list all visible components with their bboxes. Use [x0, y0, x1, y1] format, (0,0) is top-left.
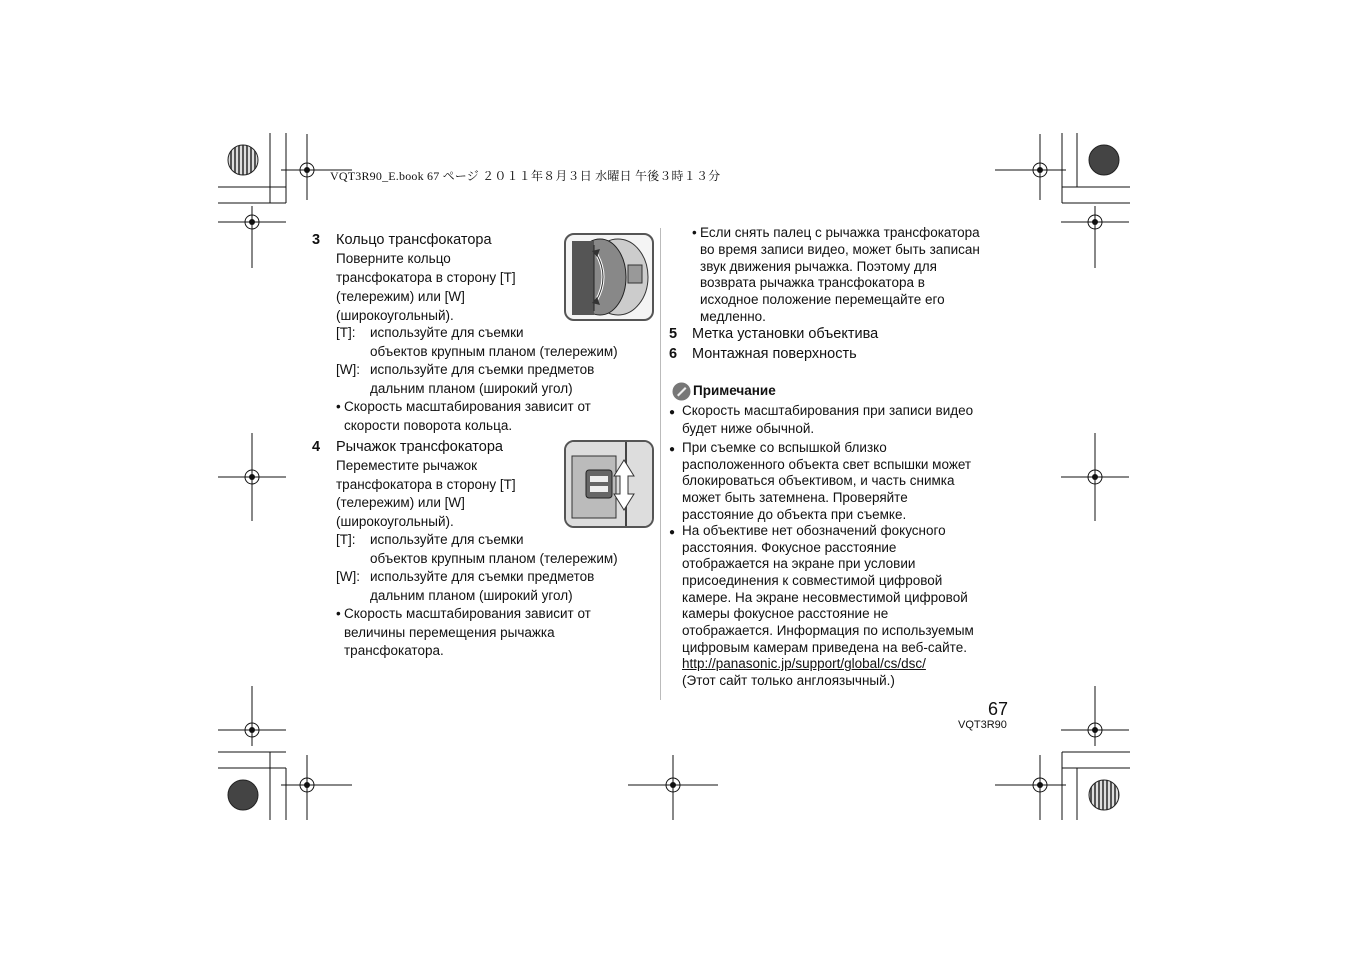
note-text: может быть затемнена. Проверяйте: [682, 490, 908, 505]
note-bullet: ●: [669, 527, 676, 538]
wide-tag: [W]:: [336, 362, 360, 377]
wide-tag: [W]:: [336, 569, 360, 584]
instruction-line: (телережим) или [W]: [336, 495, 465, 510]
page-number: 67: [988, 699, 1009, 719]
note-text: будет ниже обычной.: [682, 421, 815, 436]
bullet-text: Скорость масштабирования зависит от: [344, 399, 591, 414]
note-text: Скорость масштабирования при записи видео: [682, 403, 974, 418]
note-text: расстояния. Фокусное расстояние: [682, 540, 897, 555]
tele-desc: используйте для съемки: [370, 532, 524, 547]
tele-desc: объектов крупным планом (телережим): [370, 344, 618, 359]
support-link[interactable]: http://panasonic.jp/support/global/cs/dsc/: [682, 656, 926, 671]
note-text: камеры фокусное расстояние не: [682, 606, 889, 621]
note-text: расстояние до объекта при съемке.: [682, 507, 907, 522]
tele-tag: [T]:: [336, 532, 356, 547]
note-text: На объективе нет обозначений фокусного: [682, 523, 946, 538]
section-number-3: 3: [312, 232, 321, 248]
tele-tag: [T]:: [336, 325, 356, 340]
instruction-line: (телережим) или [W]: [336, 289, 465, 304]
item-number-6: 6: [669, 346, 678, 362]
note-text: камере. На экране несовместимой цифровой: [682, 590, 968, 605]
bullet-text: Если снять палец с рычажка трансфокатора: [700, 225, 980, 240]
note-bullet: ●: [669, 407, 676, 418]
bullet: •: [336, 399, 341, 414]
instruction-line: (широкоугольный).: [336, 514, 454, 529]
wide-desc: используйте для съемки предметов: [370, 569, 595, 584]
bullet-text: Скорость масштабирования зависит от: [344, 606, 591, 621]
note-text: расположенного объекта свет вспышки может: [682, 457, 972, 472]
bullet-text: исходное положение перемещайте его: [700, 292, 945, 307]
tele-desc: используйте для съемки: [370, 325, 524, 340]
instruction-line: Поверните кольцо: [336, 251, 451, 266]
model-code: VQT3R90: [958, 719, 1007, 731]
note-text: цифровым камерам приведена на веб-сайте.: [682, 640, 967, 655]
zoom-ring-illustration: [564, 233, 654, 321]
instruction-line: трансфокатора в сторону [T]: [336, 270, 516, 285]
section-title-zoom-lever: Рычажок трансфокатора: [336, 439, 503, 455]
section-number-4: 4: [312, 439, 321, 455]
note-title: Примечание: [693, 383, 776, 398]
bullet-text: скорости поворота кольца.: [344, 418, 513, 433]
wide-desc: дальним планом (широкий угол): [370, 381, 573, 396]
note-text: присоединения к совместимой цифровой: [682, 573, 943, 588]
print-header: VQT3R90_E.book 67 ページ ２０１１年８月３日 水曜日 午後３時１３分: [330, 169, 721, 183]
bullet-text: величины перемещения рычажка: [344, 625, 555, 640]
bullet-text: трансфокатора.: [344, 643, 444, 658]
item-lens-mount-mark: Метка установки объектива: [692, 326, 879, 342]
note-text: отображается на экране при условии: [682, 556, 916, 571]
instruction-line: Переместите рычажок: [336, 458, 477, 473]
note-text: блокироваться объективом, и часть снимка: [682, 473, 955, 488]
note-text: отображается. Информация по используемым: [682, 623, 974, 638]
column-divider: [660, 228, 661, 700]
wide-desc: используйте для съемки предметов: [370, 362, 595, 377]
item-mount-surface: Монтажная поверхность: [692, 346, 857, 362]
zoom-lever-illustration: [564, 440, 654, 528]
bullet: •: [336, 606, 341, 621]
instruction-line: (широкоугольный).: [336, 308, 454, 323]
bullet-text: возврата рычажка трансфокатора в: [700, 275, 925, 290]
section-title-zoom-ring: Кольцо трансфокатора: [336, 232, 492, 248]
bullet: •: [692, 225, 697, 240]
tele-desc: объектов крупным планом (телережим): [370, 551, 618, 566]
english-only-note: (Этот сайт только англоязычный.): [682, 673, 895, 688]
bullet-text: звук движения рычажка. Поэтому для: [700, 259, 937, 274]
item-number-5: 5: [669, 326, 678, 342]
note-bullet: ●: [669, 444, 676, 455]
note-text: При съемке со вспышкой близко: [682, 440, 887, 455]
bullet-text: во время записи видео, может быть записан: [700, 242, 980, 257]
instruction-line: трансфокатора в сторону [T]: [336, 477, 516, 492]
bullet-text: медленно.: [700, 309, 766, 324]
wide-desc: дальним планом (широкий угол): [370, 588, 573, 603]
